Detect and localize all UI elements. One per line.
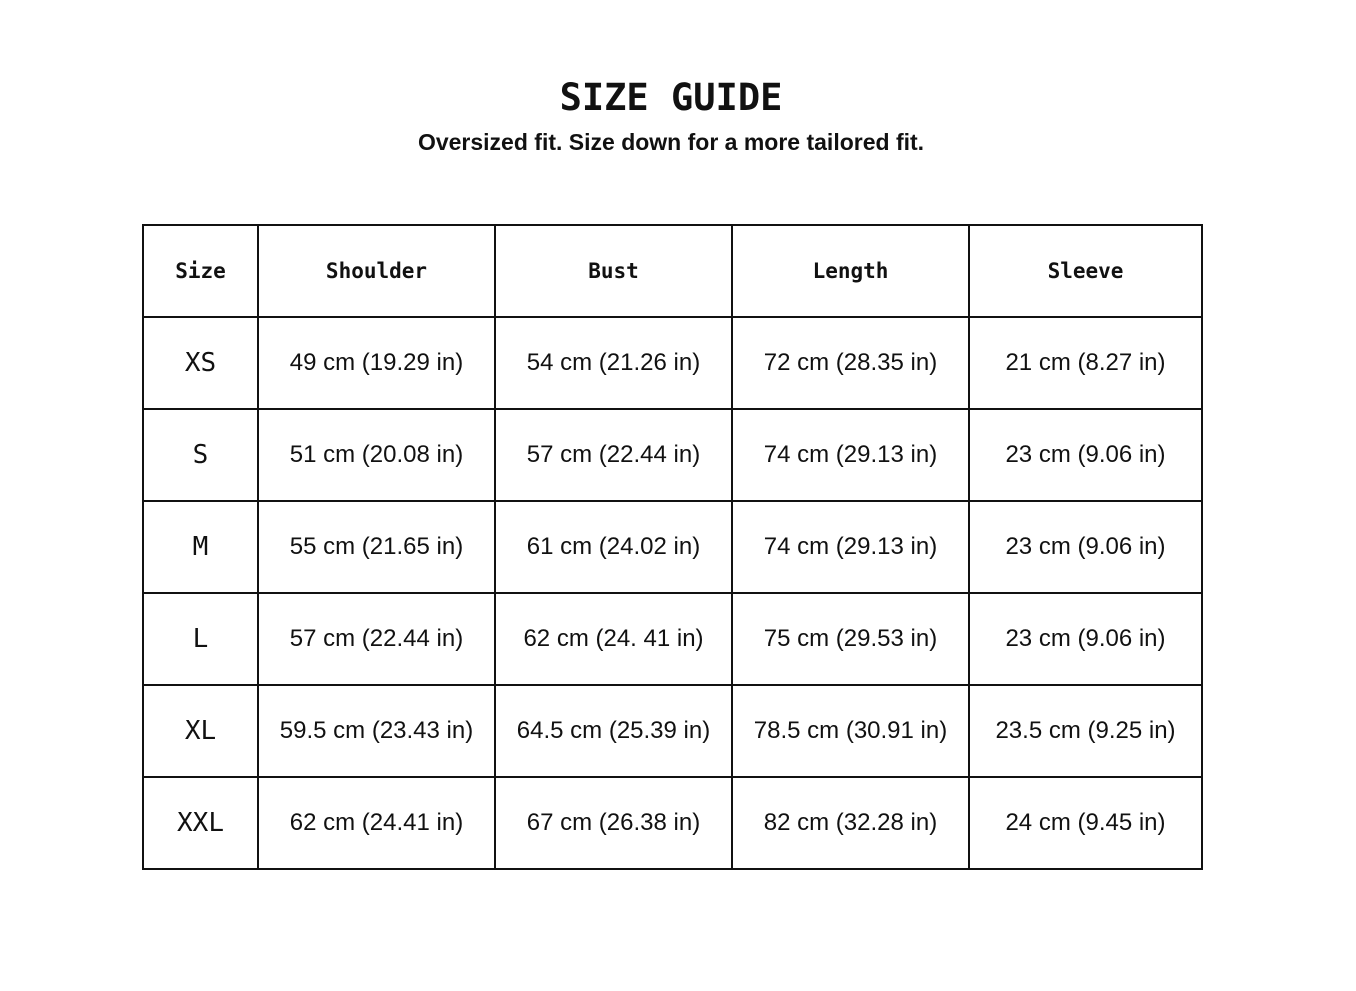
length-value: 74 cm (29.13 in) bbox=[732, 409, 969, 501]
size-label: M bbox=[143, 501, 258, 593]
length-value: 75 cm (29.53 in) bbox=[732, 593, 969, 685]
table-row bbox=[143, 501, 1202, 593]
table-row bbox=[143, 593, 1202, 685]
length-value: 74 cm (29.13 in) bbox=[732, 501, 969, 593]
sleeve-value: 23 cm (9.06 in) bbox=[969, 501, 1202, 593]
sleeve-value: 23.5 cm (9.25 in) bbox=[969, 685, 1202, 777]
bust-value: 61 cm (24.02 in) bbox=[495, 501, 732, 593]
shoulder-value: 51 cm (20.08 in) bbox=[258, 409, 495, 501]
table-row bbox=[143, 409, 1202, 501]
size-label: XXL bbox=[143, 777, 258, 869]
size-label: XL bbox=[143, 685, 258, 777]
sleeve-value: 24 cm (9.45 in) bbox=[969, 777, 1202, 869]
table-row bbox=[143, 317, 1202, 409]
header-length: Length bbox=[732, 225, 969, 317]
shoulder-value: 59.5 cm (23.43 in) bbox=[258, 685, 495, 777]
sleeve-value: 21 cm (8.27 in) bbox=[969, 317, 1202, 409]
shoulder-value: 55 cm (21.65 in) bbox=[258, 501, 495, 593]
length-value: 78.5 cm (30.91 in) bbox=[732, 685, 969, 777]
header-sleeve: Sleeve bbox=[969, 225, 1202, 317]
size-chart-table bbox=[142, 224, 1203, 870]
length-value: 82 cm (32.28 in) bbox=[732, 777, 969, 869]
fit-note: Oversized fit. Size down for a more tailored fit. bbox=[417, 129, 925, 155]
header-bust: Bust bbox=[495, 225, 732, 317]
length-value: 72 cm (28.35 in) bbox=[732, 317, 969, 409]
shoulder-value: 49 cm (19.29 in) bbox=[258, 317, 495, 409]
shoulder-value: 62 cm (24.41 in) bbox=[258, 777, 495, 869]
bust-value: 54 cm (21.26 in) bbox=[495, 317, 732, 409]
bust-value: 57 cm (22.44 in) bbox=[495, 409, 732, 501]
size-label: L bbox=[143, 593, 258, 685]
size-label: XS bbox=[143, 317, 258, 409]
page-title: SIZE GUIDE bbox=[559, 76, 783, 119]
sleeve-value: 23 cm (9.06 in) bbox=[969, 593, 1202, 685]
bust-value: 64.5 cm (25.39 in) bbox=[495, 685, 732, 777]
bust-value: 62 cm (24. 41 in) bbox=[495, 593, 732, 685]
size-label: S bbox=[143, 409, 258, 501]
bust-value: 67 cm (26.38 in) bbox=[495, 777, 732, 869]
sleeve-value: 23 cm (9.06 in) bbox=[969, 409, 1202, 501]
table-row bbox=[143, 777, 1202, 869]
header-shoulder: Shoulder bbox=[258, 225, 495, 317]
shoulder-value: 57 cm (22.44 in) bbox=[258, 593, 495, 685]
header-row bbox=[143, 225, 1202, 317]
table-row bbox=[143, 685, 1202, 777]
header-size: Size bbox=[143, 225, 258, 317]
